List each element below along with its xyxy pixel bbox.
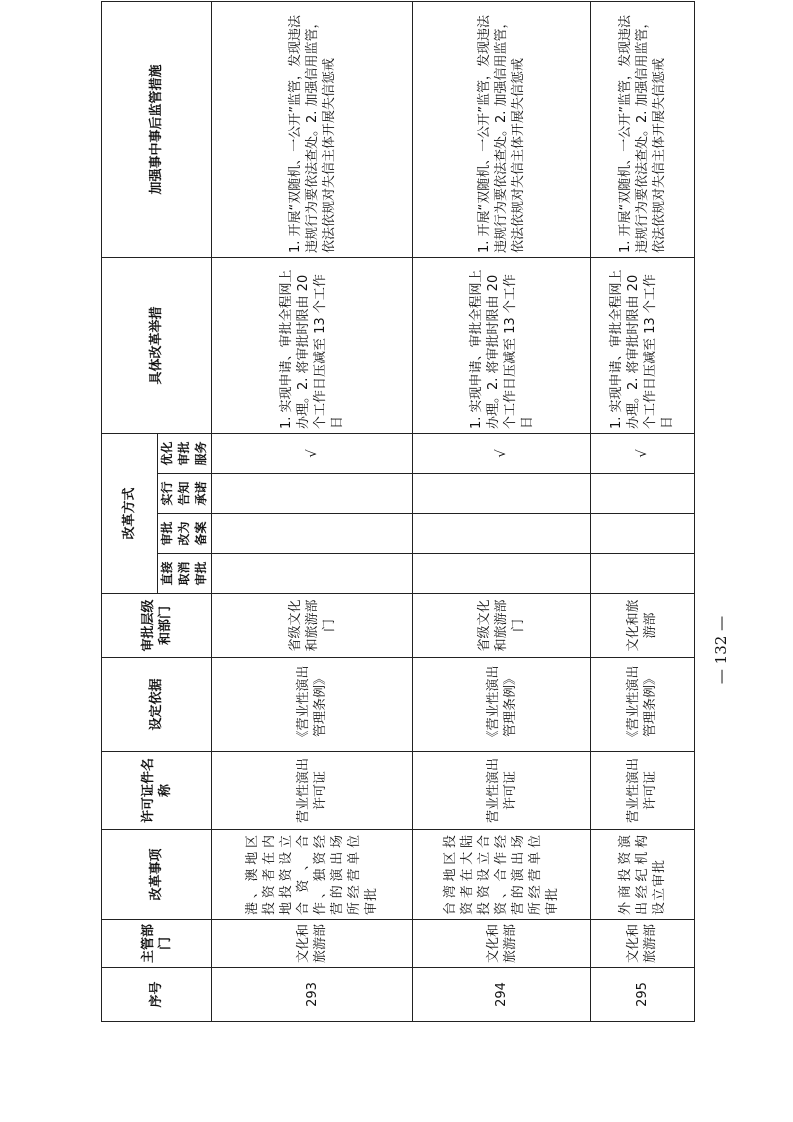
row-mark-cancel: [590, 554, 694, 594]
row-measures: 1. 实现申请、审批全程网上办理。2. 将审批时限由 20 个工作日压减至 13 个工作日: [413, 257, 590, 433]
row-mark-promise: [212, 474, 413, 514]
table-row: [590, 1, 694, 1021]
row-supervision: 1. 开展“双随机、一公开”监管，发现违法违规行为要依法查处。2. 加强信用监管，依法依规对失信主体开展失信惩戒: [590, 1, 694, 257]
row-measures: 1. 实现申请、审批全程网上办理。2. 将审批时限由 20 个工作日压减至 13 个工作日: [212, 257, 413, 433]
row-level: 省级文化和旅游部门: [413, 594, 590, 658]
row-seq: 294: [413, 968, 590, 1022]
row-supervision: 1. 开展“双随机、一公开”监管，发现违法违规行为要依法查处。2. 加强信用监管，依法依规对失信主体开展失信惩戒: [212, 1, 413, 257]
row-mark-cancel: [212, 554, 413, 594]
row-mark-cancel: [413, 554, 590, 594]
row-item: 台湾地区投资者在大陆投资设立合资、合作经营的演出场所经营单位审批: [413, 830, 590, 920]
header-method-promise: 实行告知承诺: [158, 474, 212, 514]
row-license: 营业性演出许可证: [212, 752, 413, 830]
header-seq: 序号: [102, 968, 212, 1022]
row-mark-promise: [413, 474, 590, 514]
row-measures: 1. 实现申请、审批全程网上办理。2. 将审批时限由 20 个工作日压减至 13 个工作日: [590, 257, 694, 433]
page-number: — 132 —: [712, 615, 730, 685]
row-mark-filing: [212, 514, 413, 554]
row-mark-filing: [413, 514, 590, 554]
reform-table: [101, 1, 695, 1022]
row-license: 营业性演出许可证: [590, 752, 694, 830]
row-mark-filing: [590, 514, 694, 554]
row-supervision: 1. 开展“双随机、一公开”监管，发现违法违规行为要依法查处。2. 加强信用监管，依法依规对失信主体开展失信惩戒: [413, 1, 590, 257]
row-dept: 文化和旅游部: [590, 920, 694, 968]
table-row: [413, 1, 590, 1021]
header-supervision: 加强事中事后监管措施: [102, 1, 212, 257]
header-measures: 具体改革举措: [102, 257, 212, 433]
header-license: 许可证件名称: [102, 752, 212, 830]
row-item: 港、澳地区投资者在内地投资设立合资、合作、独资经营的演出场所经营单位审批: [212, 830, 413, 920]
page-number-container: [706, 600, 736, 710]
row-seq: 295: [590, 968, 694, 1022]
header-item: 改革事项: [102, 830, 212, 920]
header-row: [102, 1, 158, 1021]
row-level: 省级文化和旅游部门: [212, 594, 413, 658]
row-basis: 《营业性演出管理条例》: [590, 658, 694, 752]
row-mark-promise: [590, 474, 694, 514]
row-dept: 文化和旅游部: [413, 920, 590, 968]
row-item: 外商投资演出经纪机构设立审批: [590, 830, 694, 920]
row-level: 文化和旅游部: [590, 594, 694, 658]
header-method-filing: 审批改为备案: [158, 514, 212, 554]
check-mark-icon: √: [590, 433, 694, 473]
rotated-table-container: [101, 14, 695, 1022]
row-license: 营业性演出许可证: [413, 752, 590, 830]
header-level: 审批层级和部门: [102, 594, 212, 658]
row-dept: 文化和旅游部: [212, 920, 413, 968]
row-basis: 《营业性演出管理条例》: [212, 658, 413, 752]
row-seq: 293: [212, 968, 413, 1022]
check-mark-icon: √: [413, 433, 590, 473]
header-method-optimize: 优化审批服务: [158, 433, 212, 473]
header-dept: 主管部门: [102, 920, 212, 968]
row-basis: 《营业性演出管理条例》: [413, 658, 590, 752]
check-mark-icon: √: [212, 433, 413, 473]
header-basis: 设定依据: [102, 658, 212, 752]
header-method-cancel: 直接取消审批: [158, 554, 212, 594]
header-method: 改革方式: [102, 433, 158, 593]
table-row: [212, 1, 413, 1021]
